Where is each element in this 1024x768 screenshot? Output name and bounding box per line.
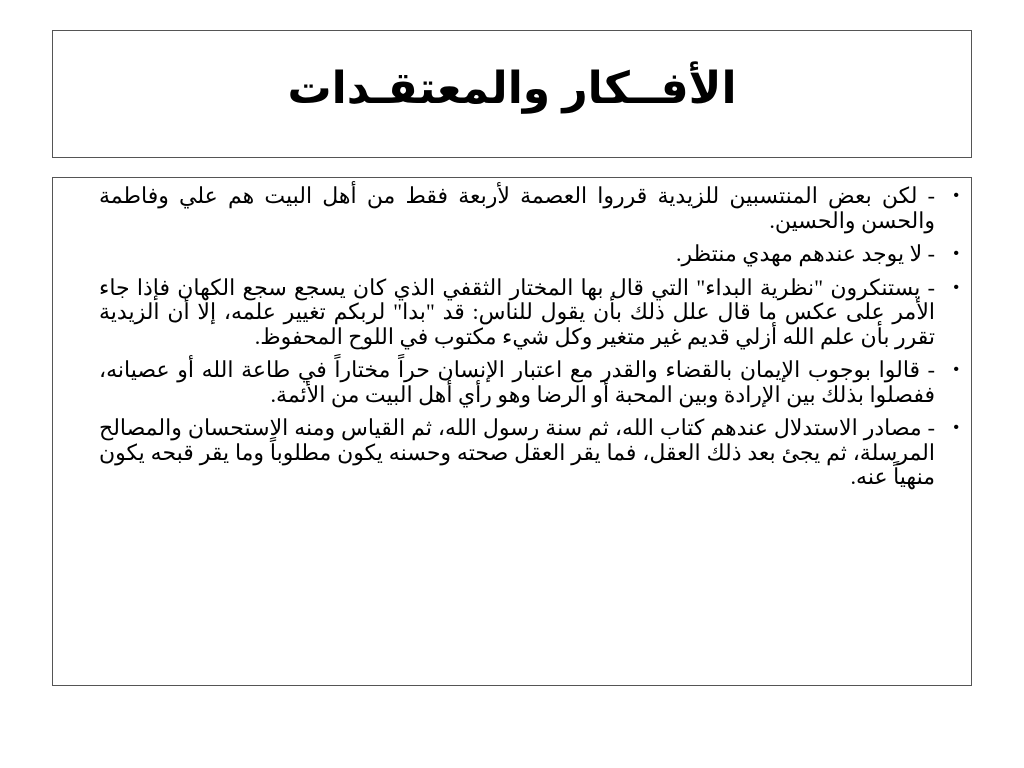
- slide-title: الأفــكار والمعتقـدات: [287, 64, 737, 113]
- bullet-icon: •: [953, 361, 959, 378]
- bullet-item: [99, 276, 959, 350]
- bullet-icon: •: [953, 419, 959, 436]
- bullet-text: - قالوا بوجوب الإيمان بالقضاء والقدر مع اعتبار الإنسان حراً مختاراً في طاعة الله أو عصيانه، ففصلوا بذلك بين الإرادة وبين المحبة أو الرضا وهو رأي أهل البيت من الأئمة.: [99, 357, 935, 407]
- bullet-item: [99, 242, 959, 267]
- bullet-icon: •: [953, 245, 959, 262]
- bullet-text: - يستنكرون "نظرية البداء" التي قال بها المختار الثقفي الذي كان يسجع سجع الكهان فإذا جاء الأمر على عكس ما قال علل ذلك بأن يقول للناس: قد "بدا" لربكم تغيير علمه، إلا أن الزيدية تقرر بأن علم الله أزلي قديم غير متغير وكل شيء مكتوب في اللوح المحفوظ.: [99, 274, 935, 349]
- bullet-icon: •: [953, 187, 959, 204]
- content-placeholder: [52, 177, 972, 686]
- bullet-item: [99, 416, 959, 490]
- bullet-icon: •: [953, 278, 959, 296]
- bullet-item: [99, 184, 959, 233]
- title-placeholder: [52, 30, 972, 158]
- bullet-text: - مصادر الاستدلال عندهم كتاب الله، ثم سنة رسول الله، ثم القياس ومنه الاستحسان والمصالح المرسلة، ثم يجئ بعد ذلك العقل، فما يقر العقل صحته وحسنه يكون مطلوباً وما يقر قبحه يكون منهياً عنه.: [99, 415, 935, 489]
- bullet-text: - لا يوجد عندهم مهدي منتظر.: [675, 241, 935, 266]
- bullet-text: - لكن بعض المنتسبين للزيدية قرروا العصمة لأربعة فقط من أهل البيت هم علي وفاطمة والحسن والحسين.: [99, 183, 935, 233]
- bullet-list: [99, 184, 959, 490]
- bullet-item: [99, 358, 959, 407]
